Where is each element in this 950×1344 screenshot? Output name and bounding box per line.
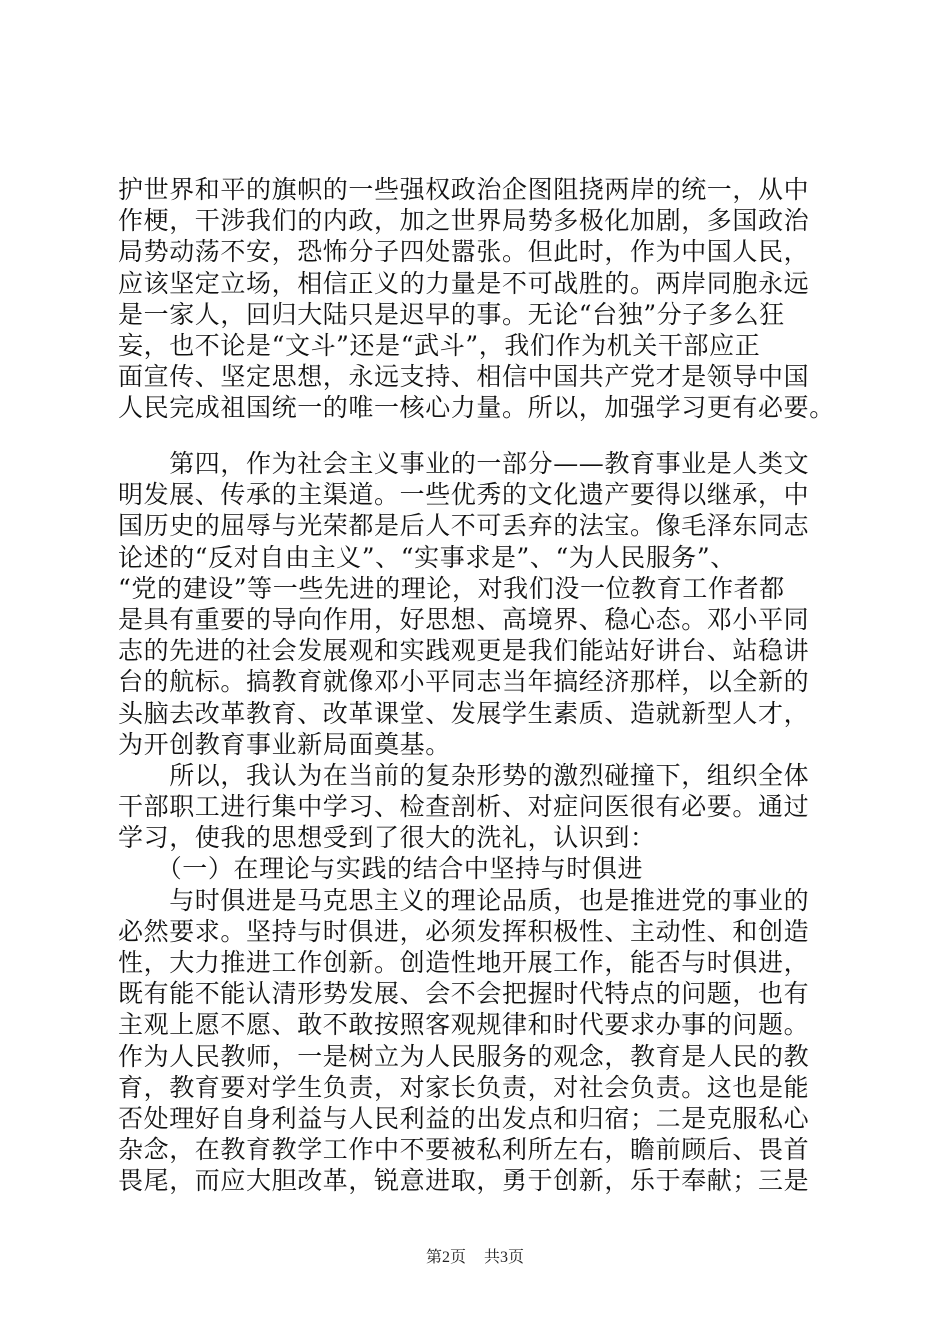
text-line: 护世界和平的旗帜的一些强权政治企图阻挠两岸的统一，从中: [118, 175, 810, 204]
text-line: 性，大力推进工作创新。创造性地开展工作，能否与时俱进，: [118, 948, 810, 977]
text-line: 干部职工进行集中学习、检查剖析、对症问医很有必要。通过: [118, 792, 810, 822]
text-line: 是一家人，回归大陆只是迟早的事。无论“台独”分子多么狂: [118, 299, 785, 329]
text-line: 国历史的屈辱与光荣都是后人不可丢弃的法宝。像毛泽东同志: [118, 511, 810, 541]
page-total: 共3页: [484, 1249, 525, 1266]
paragraph-block-1: [118, 174, 838, 424]
text-line: （一）在理论与实践的结合中坚持与时俱进: [118, 854, 644, 884]
text-line: 与时俱进是马克思主义的理论品质，也是推进党的事业的: [118, 885, 810, 915]
text-line: 为开创教育事业新局面奠基。: [118, 729, 451, 759]
text-line: 作为人民教师，一是树立为人民服务的观念，教育是人民的教: [118, 1041, 810, 1071]
text-line: 主观上愿不愿、敢不敢按照客观规律和时代要求办事的问题。: [118, 1010, 810, 1040]
text-line: 第四，作为社会主义事业的一部分——教育事业是人类文: [118, 449, 810, 478]
text-line: 学习，使我的思想受到了很大的洗礼，认识到：: [118, 823, 656, 853]
text-line: 头脑去改革教育、改革课堂、发展学生素质、造就新型人才，: [118, 698, 810, 728]
text-line: 人民完成祖国统一的唯一核心力量。所以，加强学习更有必要。: [118, 393, 835, 423]
text-line: 妄，也不论是“文斗”还是“武斗”，我们作为机关干部应正: [118, 330, 761, 360]
text-line: 既有能不能认清形势发展、会不会把握时代特点的问题，也有: [118, 979, 810, 1009]
text-line: 应该坚定立场，相信正义的力量是不可战胜的。两岸同胞永远: [118, 268, 810, 298]
text-line: 局势动荡不安，恐怖分子四处嚣张。但此时，作为中国人民，: [118, 237, 810, 267]
page-number: 第2页: [425, 1249, 466, 1266]
text-line: 作梗，干涉我们的内政，加之世界局势多极化加剧，多国政治: [118, 206, 810, 236]
text-line: 志的先进的社会发展观和实践观更是我们能站好讲台、站稳讲: [118, 636, 810, 666]
text-line: 育，教育要对学生负责，对家长负责，对社会负责。这也是能: [118, 1072, 810, 1102]
text-line: 论述的“反对自由主义”、“实事求是”、“为人民服务”、: [118, 542, 736, 572]
text-line: 所以，我认为在当前的复杂形势的激烈碰撞下，组织全体: [118, 760, 810, 790]
text-line: 杂念，在教育教学工作中不要被私利所左右，瞻前顾后、畏首: [118, 1135, 810, 1165]
text-line: 是具有重要的导向作用，好思想、高境界、稳心态。邓小平同: [118, 604, 810, 634]
text-line: 台的航标。搞教育就像邓小平同志当年搞经济那样，以全新的: [118, 667, 810, 697]
text-line: 必然要求。坚持与时俱进，必须发挥积极性、主动性、和创造: [118, 916, 810, 946]
text-line: 明发展、传承的主渠道。一些优秀的文化遗产要得以继承，中: [118, 480, 810, 510]
text-line: 面宣传、坚定思想，永远支持、相信中国共产党才是领导中国: [118, 362, 810, 392]
text-line: 否处理好自身利益与人民利益的出发点和归宿；二是克服私心: [118, 1103, 810, 1133]
page-footer: [0, 1244, 950, 1267]
paragraph-block-2: [118, 448, 838, 1197]
text-line: 畏尾，而应大胆改革，锐意进取，勇于创新，乐于奉献；三是: [118, 1166, 810, 1196]
text-line: “党的建设”等一些先进的理论，对我们没一位教育工作者都: [118, 573, 785, 603]
